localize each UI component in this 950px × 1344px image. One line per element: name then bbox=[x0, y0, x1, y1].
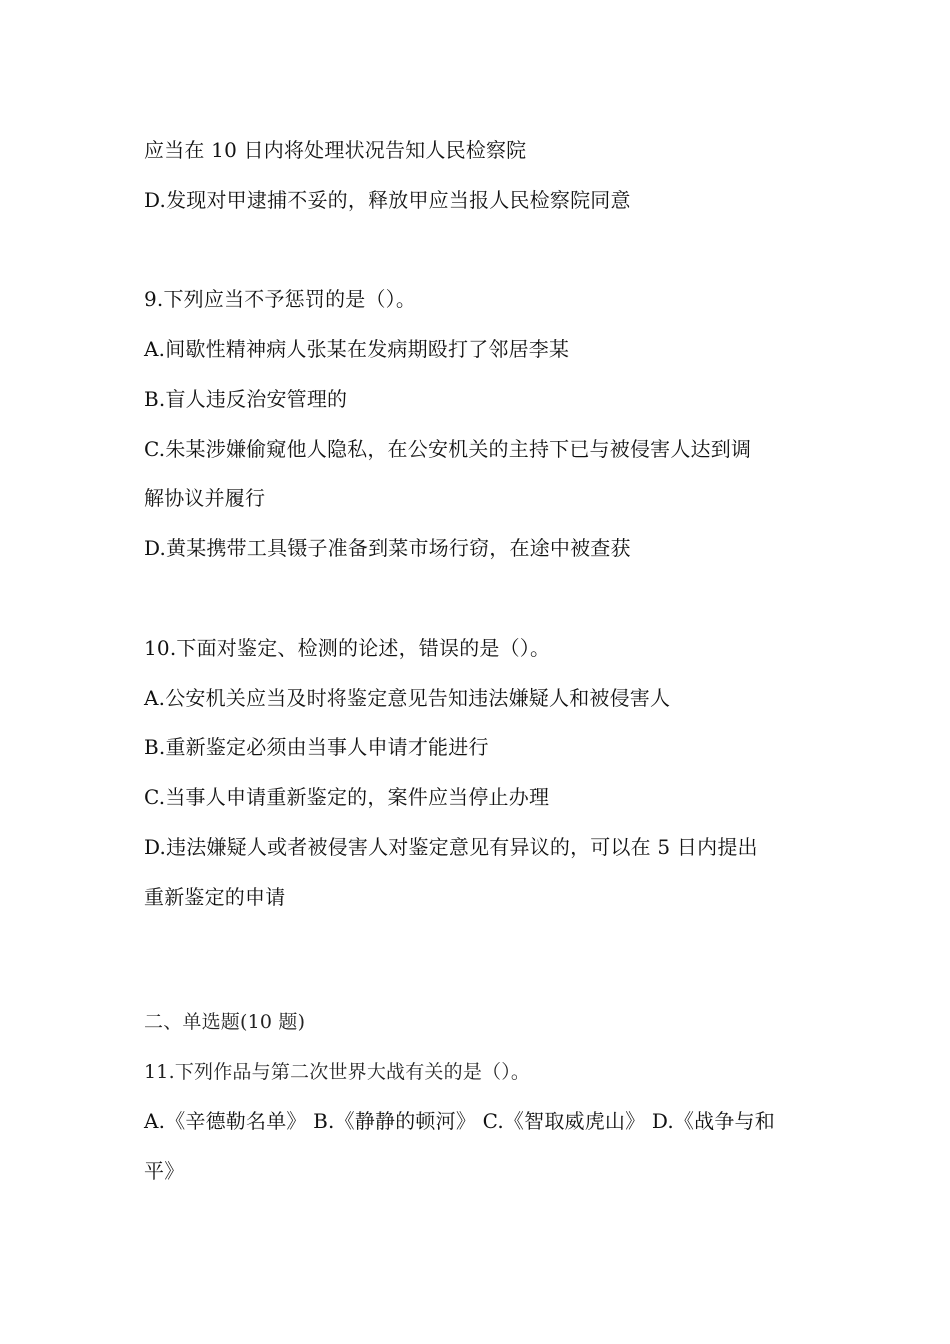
q9-option-b: B.盲人违反治安管理的 bbox=[144, 387, 348, 411]
q10-option-b: B.重新鉴定必须由当事人申请才能进行 bbox=[144, 735, 489, 759]
q9-option-d: D.黄某携带工具镊子准备到菜市场行窃，在途中被查获 bbox=[144, 536, 631, 560]
q9-option-c: C.朱某涉嫌偷窥他人隐私，在公安机关的主持下已与被侵害人达到调 bbox=[144, 437, 752, 461]
q11-options: A.《辛德勒名单》 B.《静静的顿河》 C.《智取威虎山》 D.《战争与和 bbox=[144, 1109, 775, 1133]
q11-stem: 11.下列作品与第二次世界大战有关的是（）。 bbox=[144, 1061, 531, 1083]
continuation-line: 应当在 10 日内将处理状况告知人民检察院 bbox=[144, 138, 527, 162]
section-title: 二、单选题(10 题) bbox=[144, 1011, 306, 1033]
q10-option-a: A.公安机关应当及时将鉴定意见告知违法嫌疑人和被侵害人 bbox=[144, 686, 671, 710]
q8-option-d: D.发现对甲逮捕不妥的，释放甲应当报人民检察院同意 bbox=[144, 188, 631, 212]
q9-stem: 9.下列应当不予惩罚的是（）。 bbox=[144, 287, 417, 311]
q10-option-c: C.当事人申请重新鉴定的，案件应当停止办理 bbox=[144, 785, 550, 809]
q10-option-d: D.违法嫌疑人或者被侵害人对鉴定意见有异议的，可以在 5 日内提出 bbox=[144, 835, 758, 859]
q9-option-c-continued: 解协议并履行 bbox=[144, 486, 266, 510]
q11-options-continued: 平》 bbox=[144, 1159, 185, 1183]
q9-option-a: A.间歇性精神病人张某在发病期殴打了邻居李某 bbox=[144, 337, 570, 361]
q10-option-d-continued: 重新鉴定的申请 bbox=[144, 885, 286, 909]
q10-stem: 10.下面对鉴定、检测的论述，错误的是（）。 bbox=[144, 636, 551, 660]
